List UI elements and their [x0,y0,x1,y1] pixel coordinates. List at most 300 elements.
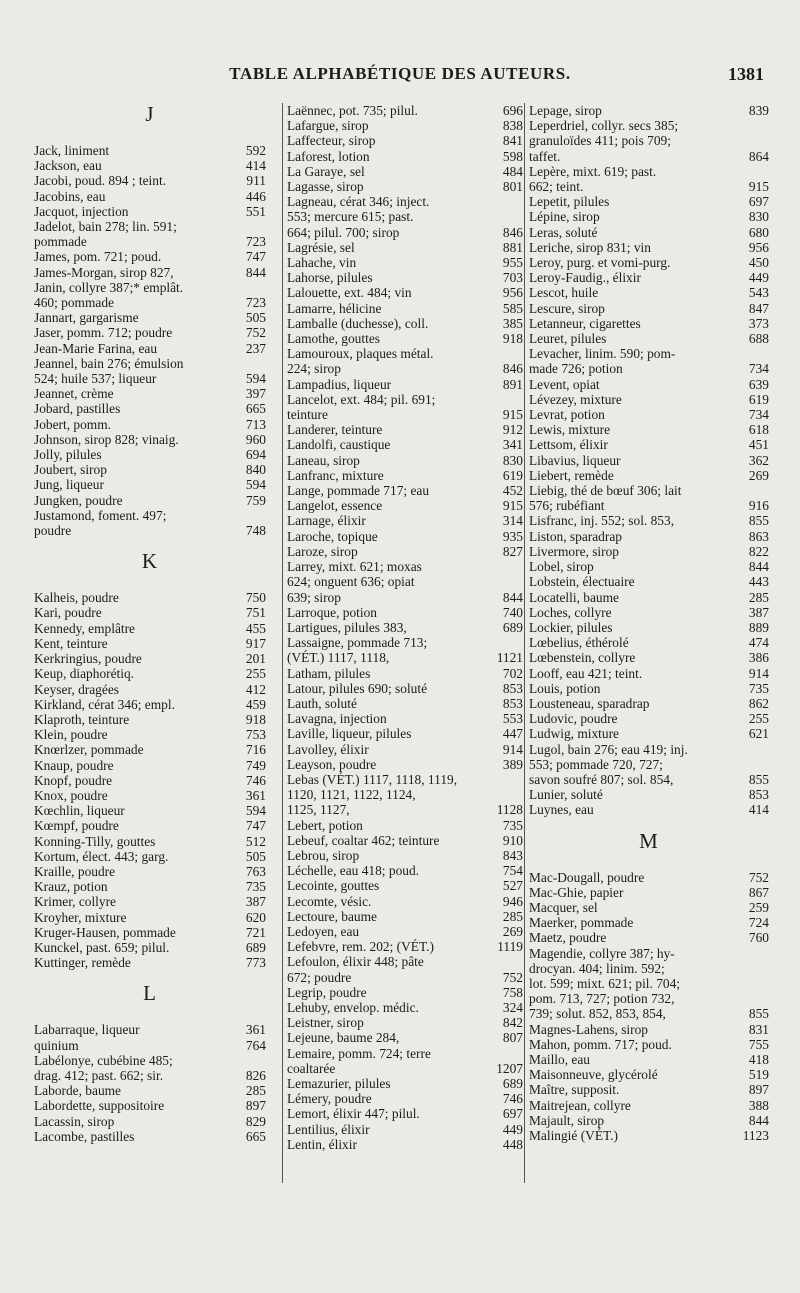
entry-text: Kennedy, emplâtre [34,620,136,636]
entry-text: Lepère, mixt. 619; past. 662; teint. [529,163,657,195]
entry-text: Lalouette, ext. 484; vin [287,285,412,301]
index-entry [34,621,266,636]
index-entry [287,909,523,924]
entry-text: Leperdriel, collyr. secs 385; granuloïdes 411; pois 709; taffet. [529,118,679,164]
entry-text: Konning-Tilly, gouttes [34,833,156,849]
entry-text: Lémery, poudre [287,1091,372,1107]
index-entry [34,1114,266,1129]
entry-text: Luynes, eau [529,802,594,818]
section-letter: K [141,549,159,574]
index-entry [287,422,523,437]
entry-text: Jacobi, poud. 894 ; teint. [34,173,167,189]
entry-text: Lamothe, gouttes [287,331,380,347]
entry-page-number: 755 [748,1036,769,1052]
section-letter: L [143,981,157,1006]
running-title: TABLE ALPHABÉTIQUE DES AUTEURS. [229,64,571,83]
entry-page-number: 867 [748,884,769,900]
entry-page-number: 753 [245,727,266,743]
entry-page-number: 361 [245,1022,266,1038]
index-entry [34,462,266,477]
index-entry [529,885,769,900]
entry-page-number: 397 [245,386,266,402]
index-entry [529,681,769,696]
index-entry [287,666,523,681]
entry-text: Jungken, poudre [34,492,123,508]
entry-page-number: 841 [502,133,523,149]
index-entry [34,173,266,188]
index-entry [287,1091,523,1106]
index-entry [529,225,769,240]
entry-page-number: 449 [502,1121,523,1137]
entry-text: Laneau, sirop [287,452,360,468]
index-entry [529,574,769,589]
entry-text: Lepage, sirop [529,103,602,118]
entry-text: Jadelot, bain 278; lin. 591; pommade [34,219,177,250]
entry-text: Laffecteur, sirop [287,133,376,149]
index-entry [529,787,769,802]
index-entry [287,179,523,194]
entry-page-number: 844 [748,559,769,575]
index-entry [287,1106,523,1121]
index-entry [529,118,769,164]
entry-text: Livermore, sirop [529,543,619,559]
entry-page-number: 751 [245,605,266,621]
entry-page-number: 749 [245,757,266,773]
entry-text: La Garaye, sel [287,163,365,179]
entry-text: Magendie, collyre 387; hy- drocyan. 404; linim. 592; lot. 599; mixt. 621; pil. 704; pom. 713, 727; potion 732, 739; solut. 852, 853, 854, [529,945,681,1022]
index-entry [529,103,769,118]
entry-page-number: 960 [245,431,266,447]
entry-text: Lafargue, sirop [287,118,369,134]
index-entry [529,946,769,1022]
entry-page-number: 915 [502,407,523,423]
index-entry [287,346,523,376]
entry-page-number: 827 [502,543,523,559]
entry-page-number: 362 [748,452,769,468]
index-entry [34,341,266,356]
entry-page-number: 844 [245,264,266,280]
entry-text: Ludovic, poudre [529,711,618,727]
entry-page-number: 734 [748,407,769,423]
index-entry [529,1067,769,1082]
entry-page-number: 935 [502,528,523,544]
index-entry [34,508,266,538]
entry-page-number: 585 [502,300,523,316]
index-entry [529,194,769,209]
entry-text: Labélonye, cubébine 485; drag. 412; past. 662; sir. [34,1052,173,1083]
entry-text: Léchelle, eau 418; poud. [287,863,419,879]
entry-page-number: 696 [502,103,523,118]
index-entry [34,417,266,432]
entry-page-number: 449 [748,270,769,286]
index-entry [34,818,266,833]
section-letter: J [145,102,155,126]
entry-page-number: 889 [748,619,769,635]
entry-page-number: 891 [502,376,523,392]
index-entry [34,1053,266,1083]
entry-text: Lugol, bain 276; eau 419; inj. 553; pommade 720, 727; savon soufré 807; sol. 854, [529,741,688,787]
entry-page-number: 844 [502,589,523,605]
index-entry [34,910,266,925]
index-entry [529,316,769,331]
entry-text: James, pom. 721; poud. [34,249,162,265]
entry-text: Mahon, pomm. 717; poud. [529,1036,672,1052]
entry-text: Lebert, potion [287,817,363,833]
entry-page-number: 735 [502,817,523,833]
entry-text: Liston, sparadrap [529,528,622,544]
index-entry [287,772,523,818]
entry-page-number: 447 [502,726,523,742]
index-entry [287,605,523,620]
entry-text: Lamouroux, plaques métal. 224; sirop [287,346,434,377]
index-entry [529,346,769,376]
entry-text: Krauz, potion [34,879,108,895]
index-entry [529,331,769,346]
entry-page-number: 838 [502,118,523,134]
page-header [0,64,800,88]
entry-page-number: 314 [502,513,523,529]
entry-text: Laënnec, pot. 735; pilul. [287,103,418,118]
entry-page-number: 341 [502,437,523,453]
entry-text: Leras, soluté [529,224,598,240]
index-entry [34,788,266,803]
entry-page-number: 855 [748,513,769,529]
index-entry [287,848,523,863]
entry-text: Jeannel, bain 276; émulsion 524; huile 537; liqueur [34,355,184,387]
index-entry [529,605,769,620]
index-entry [287,863,523,878]
entry-page-number: 446 [245,188,266,204]
entry-page-number: 414 [748,802,769,818]
entry-text: Jackson, eau [34,158,102,174]
index-entry [529,620,769,635]
entry-text: Kerkringius, poudre [34,651,142,667]
entry-text: Labarraque, liqueur [34,1022,140,1038]
entry-page-number: 414 [245,158,266,174]
entry-page-number: 752 [748,869,769,885]
entry-text: Justamond, foment. 497; poudre [34,507,167,539]
index-entry [34,773,266,788]
entry-page-number: 773 [245,955,266,971]
index-entry [34,636,266,651]
entry-text: Lamarre, hélicine [287,300,382,316]
entry-text: Krimer, collyre [34,894,117,910]
index-entry [34,1083,266,1098]
index-entry [529,870,769,885]
entry-text: Lebrou, sirop [287,847,360,863]
entry-page-number: 723 [245,295,266,311]
index-entry [34,940,266,955]
entry-text: Maisonneuve, glycérolé [529,1067,658,1083]
entry-text: Klein, poudre [34,727,108,743]
entry-text: Jolly, pilules [34,447,102,463]
entry-text: Knopf, poudre [34,772,113,788]
entry-text: Laville, liqueur, pilules [287,726,412,742]
index-entry [287,240,523,255]
index-entry [34,249,266,264]
entry-text: Larnage, élixir [287,513,366,529]
index-entry [287,939,523,954]
index-entry [34,697,266,712]
index-entry [287,103,523,118]
entry-page-number: 830 [748,209,769,225]
entry-page-number: 448 [502,1136,523,1152]
entry-text: Kruger-Hausen, pommade [34,924,176,940]
entry-text: Liebig, thé de bœuf 306; lait 576; rubéfiant [529,483,682,514]
entry-page-number: 703 [502,270,523,286]
index-entry [34,879,266,894]
entry-text: Kalheis, poudre [34,590,119,606]
entry-text: Lépine, sirop [529,209,600,225]
index-entry [529,590,769,605]
entry-page-number: 386 [748,650,769,666]
entry-page-number: 863 [748,528,769,544]
entry-page-number: 594 [245,803,266,819]
entry-text: Labordette, suppositoire [34,1098,165,1114]
entry-text: Kroyher, mixture [34,909,127,925]
entry-text: Lagrésie, sel [287,239,355,255]
entry-text: Ledoyen, eau [287,923,360,939]
entry-text: Malingié (VÉT.) [529,1128,618,1143]
index-entry [529,666,769,681]
index-entry [287,757,523,772]
index-entry [529,900,769,915]
index-entry [34,189,266,204]
index-column-2 [282,103,523,1183]
entry-page-number: 853 [502,680,523,696]
index-entry [34,219,266,249]
entry-text: Lœbenstein, collyre [529,650,636,666]
entry-text: Kunckel, past. 659; pilul. [34,939,170,955]
index-entry [529,422,769,437]
index-entry [287,513,523,528]
entry-text: Johnson, sirop 828; vinaig. [34,431,179,447]
index-entry [529,301,769,316]
entry-text: Jeannet, crème [34,386,114,402]
index-entry [529,453,769,468]
entry-text: Lemaire, pomm. 724; terre coaltarée [287,1045,431,1076]
entry-text: Latour, pilules 690; soluté [287,680,428,696]
index-entry [529,240,769,255]
entry-text: Kent, teinture [34,635,108,651]
index-entry [287,483,523,498]
entry-page-number: 639 [748,376,769,392]
index-entry [34,280,266,310]
entry-page-number: 864 [748,148,769,164]
index-entry [34,682,266,697]
entry-page-number: 822 [748,543,769,559]
entry-page-number: 527 [502,878,523,894]
entry-page-number: 734 [748,361,769,377]
index-entry [529,635,769,650]
entry-page-number: 285 [502,908,523,924]
entry-text: Lecointe, gouttes [287,878,380,894]
entry-text: Maillo, eau [529,1051,590,1067]
entry-text: Lousteneau, sparadrap [529,695,650,711]
index-entry [529,255,769,270]
index-entry [34,493,266,508]
index-entry [529,483,769,513]
index-entry [287,620,523,635]
entry-page-number: 385 [502,315,523,331]
page-number: 1381 [728,64,764,84]
entry-text: Jobert, pomm. [34,416,111,432]
entry-text: Laforest, lotion [287,148,370,164]
entry-page-number: 752 [502,969,523,985]
entry-page-number: 702 [502,665,523,681]
index-entry [529,437,769,452]
entry-text: Lecomte, vésic. [287,893,372,909]
entry-page-number: 594 [245,477,266,493]
entry-text: Keyser, dragées [34,681,119,697]
index-entry [529,802,769,817]
index-entry [287,544,523,559]
entry-text: Letanneur, cigarettes [529,315,641,331]
entry-text: Lehuby, envelop. médic. [287,999,419,1015]
entry-text: Lagasse, sirop [287,179,364,195]
entry-text: Landolfi, caustique [287,437,391,453]
entry-text: Lancelot, ext. 484; pil. 691; teinture [287,391,436,423]
entry-text: Lebas (VÉT.) 1117, 1118, 1119, 1120, 1121, 1122, 1124, 1125, 1127, [287,771,458,818]
index-entry [34,265,266,280]
index-entry [529,1113,769,1128]
entry-text: Knox, poudre [34,787,108,803]
index-entry [287,301,523,316]
entry-page-number: 914 [748,665,769,681]
entry-page-number: 855 [748,771,769,787]
entry-page-number: 620 [245,909,266,925]
index-entry [34,432,266,447]
entry-text: James-Morgan, sirop 827, [34,264,174,280]
entry-text: Lemazurier, pilules [287,1076,391,1091]
entry-page-number: 847 [748,300,769,316]
index-entry [34,803,266,818]
entry-page-number: 914 [502,741,523,757]
entry-text: Locatelli, baume [529,589,619,605]
entry-text: Lange, pommade 717; eau [287,483,430,499]
entry-text: Jacquot, injection [34,203,129,219]
entry-page-number: 916 [748,498,769,514]
entry-page-number: 754 [502,863,523,879]
entry-page-number: 807 [502,1030,523,1046]
index-entry [287,1000,523,1015]
entry-page-number: 618 [748,422,769,438]
index-entry [529,696,769,711]
entry-page-number: 665 [245,1128,266,1144]
entry-page-number: 759 [245,492,266,508]
entry-page-number: 512 [245,833,266,849]
entry-text: Lepetit, pilules [529,194,610,210]
entry-text: Lockier, pilules [529,619,613,635]
index-entry [287,635,523,650]
entry-text: Lœbelius, éthérolé [529,635,629,651]
entry-text: Lauth, soluté [287,695,357,711]
entry-page-number: 740 [502,604,523,620]
index-entry [287,270,523,285]
index-column-3 [524,103,769,1183]
entry-page-number: 259 [748,899,769,915]
index-entry [287,377,523,392]
entry-page-number: 689 [502,619,523,635]
index-entry [287,316,523,331]
entry-page-number: 846 [502,224,523,240]
entry-page-number: 842 [502,1015,523,1031]
entry-text: Lacombe, pastilles [34,1128,135,1144]
index-entry [287,1030,523,1045]
entry-text: Jung, liqueur [34,477,104,493]
entry-text: Lartigues, pilules 383, [287,619,407,635]
entry-text: Lavolley, élixir [287,741,369,757]
index-entry [287,681,523,696]
entry-text: Lobel, sirop [529,559,594,575]
entry-page-number: 689 [502,1076,523,1091]
index-entry [287,133,523,148]
entry-page-number: 760 [748,930,769,946]
index-entry [529,407,769,422]
index-entry [34,758,266,773]
index-entry [34,447,266,462]
index-entry [529,392,769,407]
index-entry [34,158,266,173]
entry-page-number: 551 [245,203,266,219]
entry-text: Leuret, pilules [529,331,607,347]
entry-text: Levrat, potion [529,407,605,423]
index-entry [34,1098,266,1113]
entry-text: Maetz, poudre [529,930,607,946]
index-entry [529,726,769,741]
entry-text: Landerer, teinture [287,422,383,438]
entry-text: Lisfranc, inj. 552; sol. 853, [529,513,675,529]
entry-text: Lavagna, injection [287,711,387,727]
entry-page-number: 1119 [497,939,523,955]
entry-page-number: 747 [245,818,266,834]
entry-text: Lewis, mixture [529,422,611,438]
entry-page-number: 911 [246,173,266,189]
entry-text: Latham, pilules [287,665,371,681]
entry-page-number: 915 [502,498,523,514]
entry-text: Legrip, poudre [287,984,367,1000]
index-entry [34,742,266,757]
entry-page-number: 721 [245,924,266,940]
entry-text: Maître, supposit. [529,1082,620,1098]
index-entry [34,925,266,940]
entry-text: Macquer, sel [529,899,598,915]
entry-page-number: 844 [748,1112,769,1128]
index-entry [529,468,769,483]
index-entry [287,255,523,270]
entry-page-number: 735 [748,680,769,696]
entry-page-number: 831 [748,1021,769,1037]
entry-page-number: 412 [245,681,266,697]
entry-page-number: 746 [245,772,266,788]
entry-text: Lettsom, élixir [529,437,608,453]
entry-page-number: 956 [748,239,769,255]
entry-page-number: 361 [245,787,266,803]
entry-text: Maitrejean, collyre [529,1097,631,1113]
index-entry [34,386,266,401]
index-entry [529,1022,769,1037]
entry-page-number: 918 [502,331,523,347]
entry-text: Leroy-Faudig., élixir [529,270,641,286]
entry-text: Mac-Dougall, poudre [529,869,645,885]
index-entry [287,924,523,939]
index-entry [34,590,266,605]
entry-text: Majault, sirop [529,1112,605,1128]
entry-page-number: 688 [748,331,769,347]
entry-page-number: 758 [502,984,523,1000]
entry-page-number: 324 [502,999,523,1015]
index-entry [287,468,523,483]
